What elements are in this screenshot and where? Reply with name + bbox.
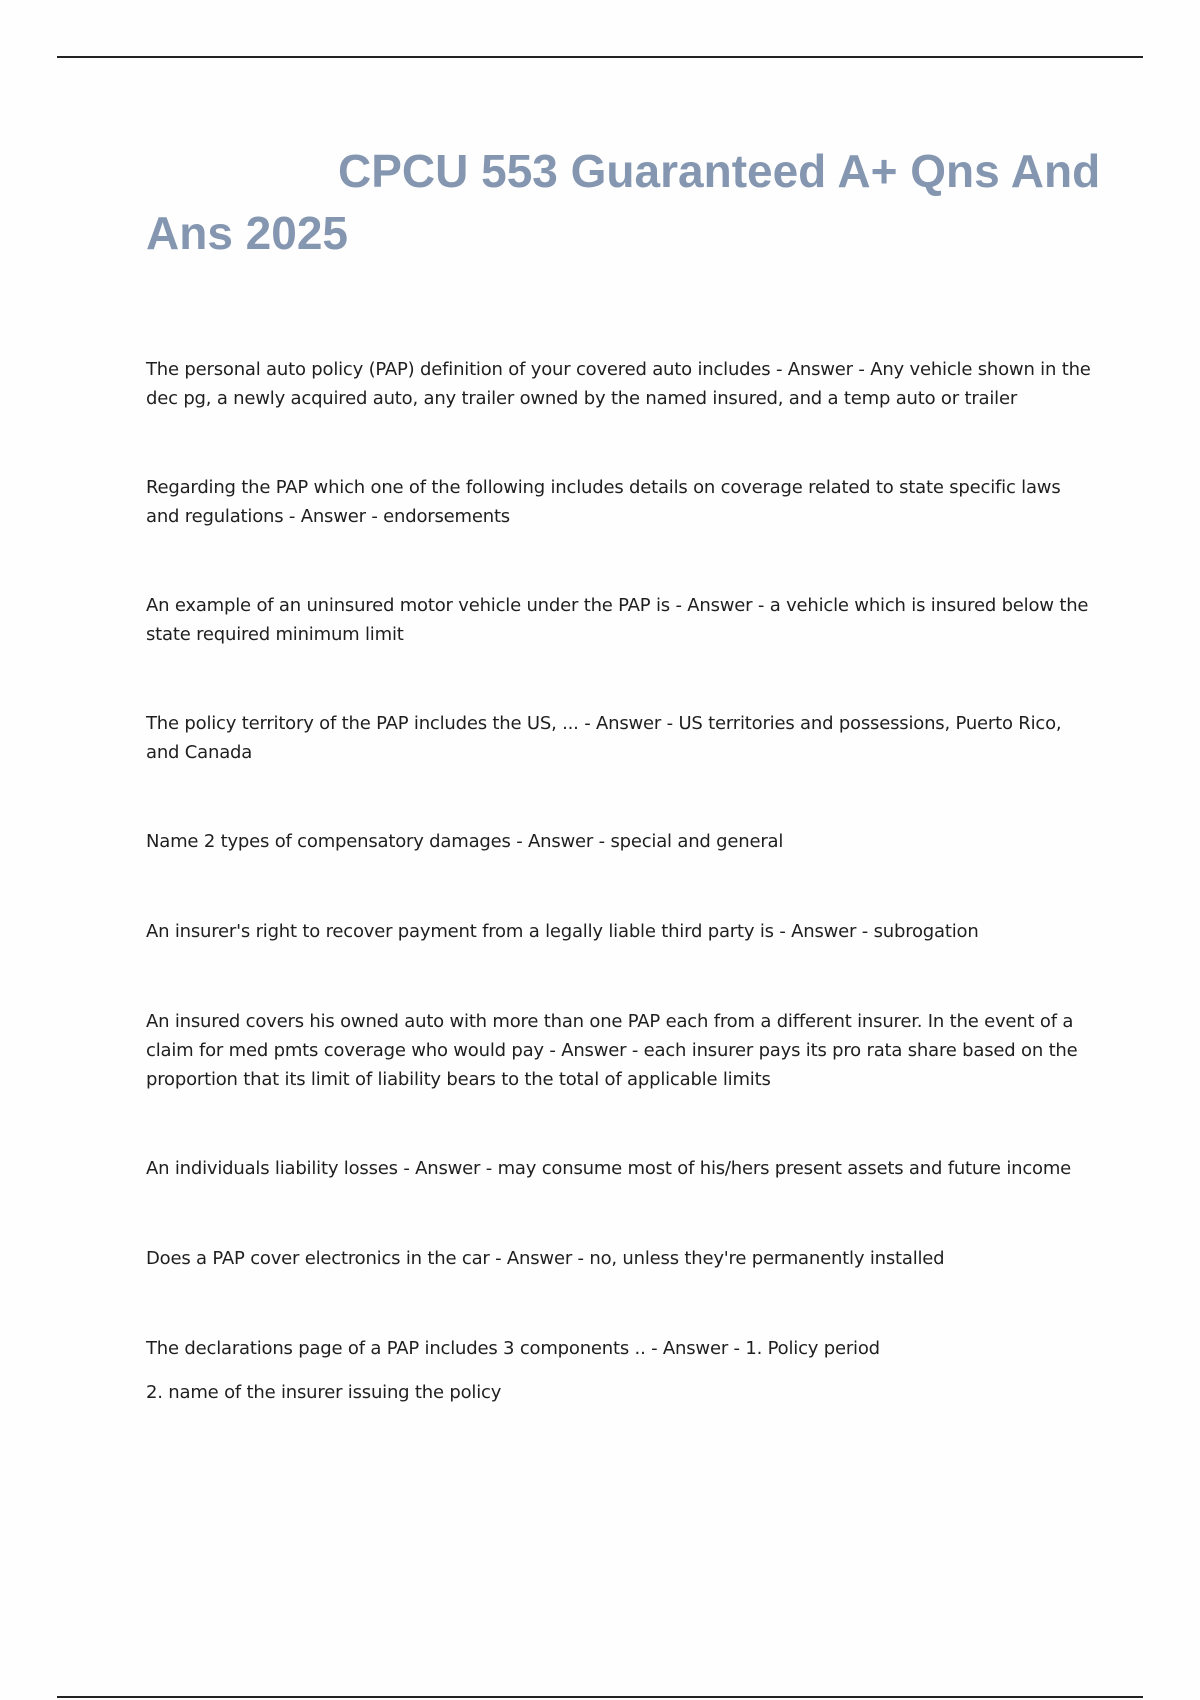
qa-text: The personal auto policy (PAP) definition of your covered auto includes - Answer - Any vehicle shown in the dec pg, a newly acquired auto, any trailer owned by the named insured, and a temp auto or trailer — [146, 359, 1091, 409]
qa-item — [146, 1154, 1091, 1183]
qa-item — [146, 709, 1091, 767]
qa-item — [146, 591, 1091, 649]
qa-text-continuation: 2. name of the insurer issuing the policy — [146, 1382, 502, 1403]
qa-list — [146, 355, 1091, 1407]
qa-text: The declarations page of a PAP includes 3 components .. - Answer - 1. Policy period — [146, 1338, 880, 1359]
qa-text: An insured covers his owned auto with more than one PAP each from a different insurer. In the event of a claim for med pmts coverage who would pay - Answer - each insurer pays its pro rata share based on the proportion that its limit of liability bears to the total of applicable limits — [146, 1011, 1078, 1090]
qa-text: An individuals liability losses - Answer - may consume most of his/hers present assets and future income — [146, 1158, 1072, 1179]
qa-text: Does a PAP cover electronics in the car - Answer - no, unless they're permanently installed — [146, 1248, 945, 1269]
footer-rule — [57, 1696, 1143, 1698]
header-rule — [57, 56, 1143, 58]
qa-item — [146, 917, 1091, 946]
qa-item — [146, 827, 1091, 856]
qa-text: Regarding the PAP which one of the following includes details on coverage related to state specific laws and regulations - Answer - endorsements — [146, 477, 1061, 527]
qa-text: The policy territory of the PAP includes the US, ... - Answer - US territories and possessions, Puerto Rico, and Canada — [146, 713, 1062, 763]
qa-text: An insurer's right to recover payment from a legally liable third party is - Answer - subrogation — [146, 921, 979, 942]
qa-item — [146, 473, 1091, 531]
qa-item — [146, 1244, 1091, 1273]
qa-text: Name 2 types of compensatory damages - Answer - special and general — [146, 831, 784, 852]
qa-text: An example of an uninsured motor vehicle under the PAP is - Answer - a vehicle which is insured below the state required minimum limit — [146, 595, 1089, 645]
document-title: CPCU 553 Guaranteed A+ Qns And Ans 2025 — [146, 145, 1101, 259]
qa-item — [146, 355, 1091, 413]
qa-item — [146, 1007, 1091, 1094]
qa-item — [146, 1334, 1091, 1407]
